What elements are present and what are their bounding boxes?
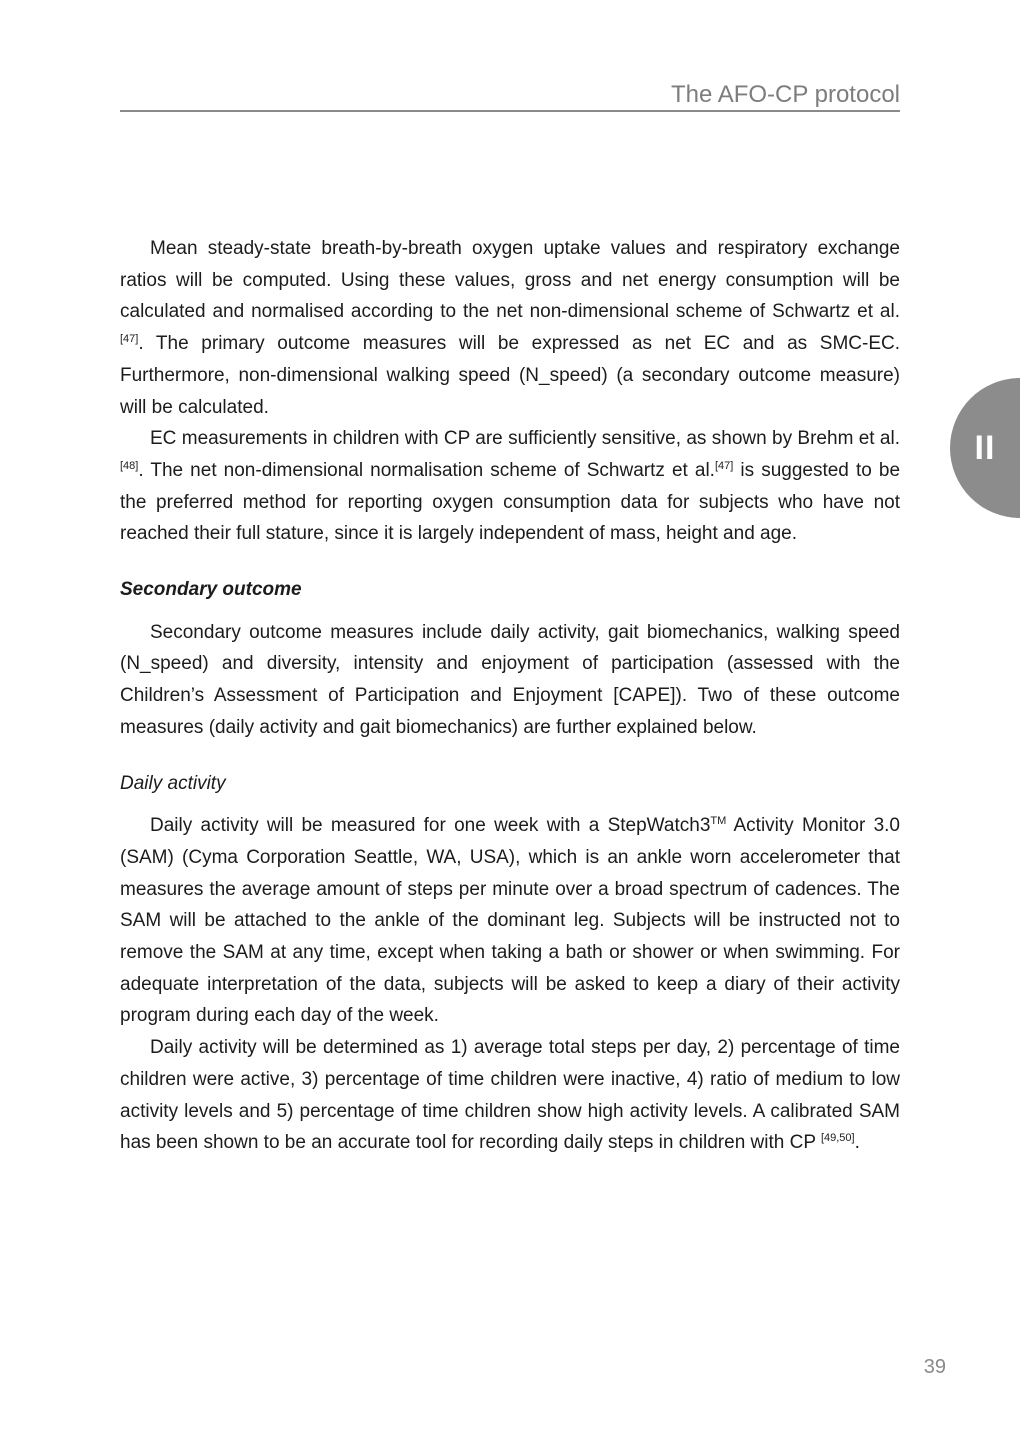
citation-ref: [49,50] <box>820 1132 855 1145</box>
body-text <box>120 233 900 1159</box>
trademark-mark: TM <box>710 815 727 828</box>
chapter-tab-label: II <box>974 428 996 467</box>
citation-ref: [47] <box>120 333 139 346</box>
running-header <box>120 80 900 112</box>
page-number: 39 <box>923 1356 946 1378</box>
section-heading-secondary-outcome: Secondary outcome <box>120 579 302 601</box>
paragraph-daily-activity-measurement: Daily activity will be measured for one week with a StepWatch3™ Activity Monitor 3.0 (SAM) (Cyma Corporation Seattle, WA, USA), which is an ankle worn accelerometer that measures the average amount of steps per minute over a broad spectrum of cadences. The SAM will be attached to the ankle of the dominant leg. Subjects will be instructed not to remove the SAM at any time, except when taking a bath or shower or when swimming. For adequate interpretation of the data, subjects will be asked to keep a diary of their activity program during each day of the week. <box>120 815 900 1027</box>
paragraph-secondary-measures: Secondary outcome measures include daily activity, gait biomechanics, walking speed (N_speed) and diversity, intensity and enjoyment of participation (assessed with the Children’s Assessment of Participation and Enjoyment [CAPE]). Two of these outcome measures (daily activity and gait biomechanics) are further explained below. <box>120 621 900 738</box>
subsection-heading-daily-activity: Daily activity <box>120 772 226 794</box>
chapter-tab <box>950 378 1020 518</box>
paragraph-daily-activity-determination: Daily activity will be determined as 1) average total steps per day, 2) percentage of time children were active, 3) percentage of time children were inactive, 4) ratio of medium to low activity levels and 5) percentage of time children show high activity levels. A calibrated SAM has been shown to be an accurate tool for recording daily steps in children with CP [49,50]. <box>120 1037 900 1154</box>
citation-ref: [48] <box>120 459 139 472</box>
running-title: The AFO-CP protocol <box>671 81 900 108</box>
paragraph-energy-consumption: Mean steady-state breath-by-breath oxygen uptake values and respiratory exchange ratios will be computed. Using these values, gross and net energy consumption will be calculated and normalised according to the net non-dimensional scheme of Schwartz et al.[47]. The primary outcome measures will be expressed as net EC and as SMC-EC. Furthermore, non-dimensional walking speed (N_speed) (a secondary outcome measure) will be calculated. <box>120 238 900 418</box>
citation-ref: [47] <box>714 459 734 472</box>
paragraph-ec-measurements: EC measurements in children with CP are sufficiently sensitive, as shown by Brehm et al.[48]. The net non-dimensional normalisation scheme of Schwartz et al.[47] is suggested to be the preferred method for reporting oxygen consumption data for subjects who have not reached their full stature, since it is largely independent of mass, height and age. <box>120 428 901 545</box>
